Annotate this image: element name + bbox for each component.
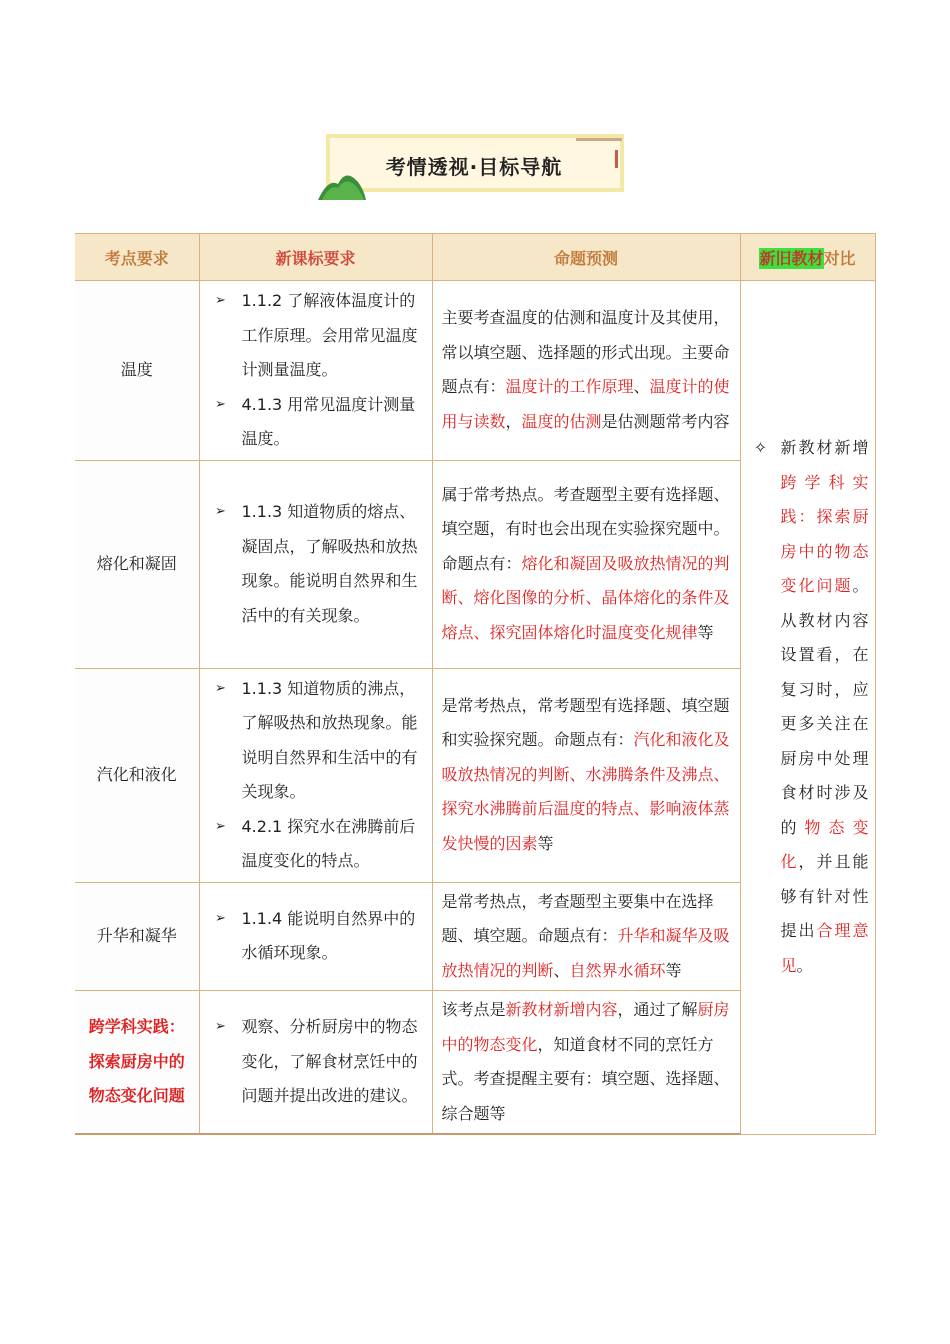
header-curriculum: 新课标要求: [199, 234, 432, 281]
curriculum-item: [200, 810, 426, 879]
topic-cell: 熔化和凝固: [75, 460, 199, 668]
curriculum-text: 观察、分析厨房中的物态变化，了解食材烹饪中的问题并提出改进的建议。: [241, 1017, 418, 1106]
highlight-text: 跨学科实践：探索厨房中的物态变化问题: [780, 472, 869, 596]
curriculum-item: [200, 672, 426, 810]
highlight-text: 物态变化: [780, 817, 869, 872]
banner-title: 考情透视·目标导航: [385, 154, 563, 179]
highlight-text: 温度计的工作原理: [505, 377, 634, 397]
text-run: 是常考热点，常考题型有选择题、填空题和实验探究题。命题点有：: [441, 695, 730, 750]
highlight-text: 汽化和液化及吸放热情况的判断、水沸腾条件及沸点、探究水沸腾前后温度的特点、影响液体蒸发快慢的因素: [441, 730, 730, 853]
highlight-text: 升华和凝华及吸放热情况的判断: [441, 926, 730, 980]
prediction-cell: [432, 281, 740, 461]
header-prediction: 命题预测: [432, 234, 740, 281]
curriculum-item: [200, 388, 426, 457]
curriculum-text: 1.1.4 能说明自然界中的水循环现象。: [241, 908, 416, 963]
topic-cell: 升华和凝华: [75, 882, 199, 991]
header-comparison-rest: 对比: [823, 248, 856, 268]
curriculum-text: 1.1.3 知道物质的沸点，了解吸热和放热现象。能说明自然界和生活中的有关现象。: [241, 678, 418, 801]
comparison-item: [741, 431, 869, 983]
exam-analysis-table: [75, 233, 876, 1135]
text-run: ，: [505, 411, 522, 431]
curriculum-item: [200, 284, 426, 388]
prediction-cell: [432, 460, 740, 668]
text-run: 是常考热点，考查题型主要集中在选择题、填空题。命题点有：: [441, 891, 714, 945]
curriculum-text: 1.1.3 知道物质的熔点、凝固点，了解吸热和放热现象。能说明自然界和生活中的有关现象。: [241, 502, 418, 625]
text-run: ，通过了解: [617, 1000, 698, 1019]
prediction-cell: [432, 668, 740, 882]
topic-cell: 温度: [75, 281, 199, 461]
arrow-bullet-icon: ➢: [215, 818, 226, 834]
text-run: 。: [796, 955, 813, 975]
highlight-text: 温度的估测: [521, 411, 602, 431]
curriculum-cell: [199, 882, 432, 991]
curriculum-cell: [199, 668, 432, 882]
arrow-bullet-icon: ➢: [215, 504, 226, 519]
text-run: 该考点是: [441, 1000, 506, 1019]
text-run: 等: [697, 622, 714, 642]
arrow-bullet-icon: ➢: [215, 910, 226, 926]
text-run: 是估测题常考内容: [601, 411, 730, 431]
comparison-cell: [740, 281, 875, 1135]
curriculum-cell: [199, 281, 432, 461]
section-banner: [318, 130, 630, 200]
highlight-text: 熔化和凝固及吸放热情况的判断、熔化图像的分析、晶体熔化的条件及熔点、探究固体熔化时温度变化规律: [441, 553, 730, 642]
text-run: 等: [537, 833, 554, 853]
table-row: [75, 281, 875, 461]
comparison-text: [781, 431, 869, 983]
curriculum-item: [200, 902, 426, 971]
curriculum-item: [200, 1010, 426, 1114]
arrow-bullet-icon: ➢: [215, 1019, 226, 1035]
arrow-bullet-icon: ➢: [215, 293, 226, 308]
table-header-row: [75, 234, 875, 281]
highlight-text: 自然界水循环: [569, 960, 666, 980]
topic-cell: 汽化和液化: [75, 668, 199, 882]
prediction-cell: [432, 882, 740, 991]
topic-cell: 跨学科实践：探索厨房中的物态变化问题: [75, 991, 199, 1135]
text-run: ，并且能够有针对性提出: [780, 852, 869, 941]
curriculum-text: 4.1.3 用常见温度计测量温度。: [241, 394, 416, 448]
highlight-text: 新教材新增内容: [505, 1000, 618, 1019]
header-topic: 考点要求: [75, 234, 199, 281]
diamond-star-icon: ✧: [753, 438, 768, 458]
curriculum-text: 4.2.1 探究水在沸腾前后温度变化的特点。: [241, 816, 416, 870]
text-run: 等: [665, 960, 682, 980]
highlight-text: 温度计的使用与读数: [441, 377, 730, 431]
text-run: 新教材新增: [780, 438, 869, 458]
curriculum-cell: [199, 460, 432, 668]
header-comparison-highlight: 新旧教材: [759, 248, 824, 268]
curriculum-cell: [199, 991, 432, 1135]
text-run: 属于常考热点。考查题型主要有选择题、填空题，有时也会出现在实验探究题中。命题点有：: [441, 484, 730, 573]
header-comparison: [740, 234, 875, 281]
curriculum-text: 1.1.2 了解液体温度计的工作原理。会用常见温度计测量温度。: [241, 291, 418, 379]
highlight-text: 合理意见: [780, 921, 869, 975]
text-run: 主要考查温度的估测和温度计及其使用，常以填空题、选择题的形式出现。主要命题点有：: [441, 308, 730, 397]
highlight-text: 厨房中的物态变化: [441, 1000, 730, 1054]
arrow-bullet-icon: ➢: [215, 680, 226, 696]
text-run: ，知道食材不同的烹饪方式。考查提醒主要有：填空题、选择题、综合题等: [441, 1034, 730, 1123]
text-run: 、: [553, 960, 570, 980]
arrow-bullet-icon: ➢: [215, 396, 226, 412]
text-run: 、: [633, 377, 650, 397]
curriculum-item: [200, 495, 426, 633]
prediction-cell: [432, 991, 740, 1135]
text-run: 。从教材内容设置看，在复习时，应更多关注在厨房中处理食材时涉及的: [780, 576, 869, 837]
